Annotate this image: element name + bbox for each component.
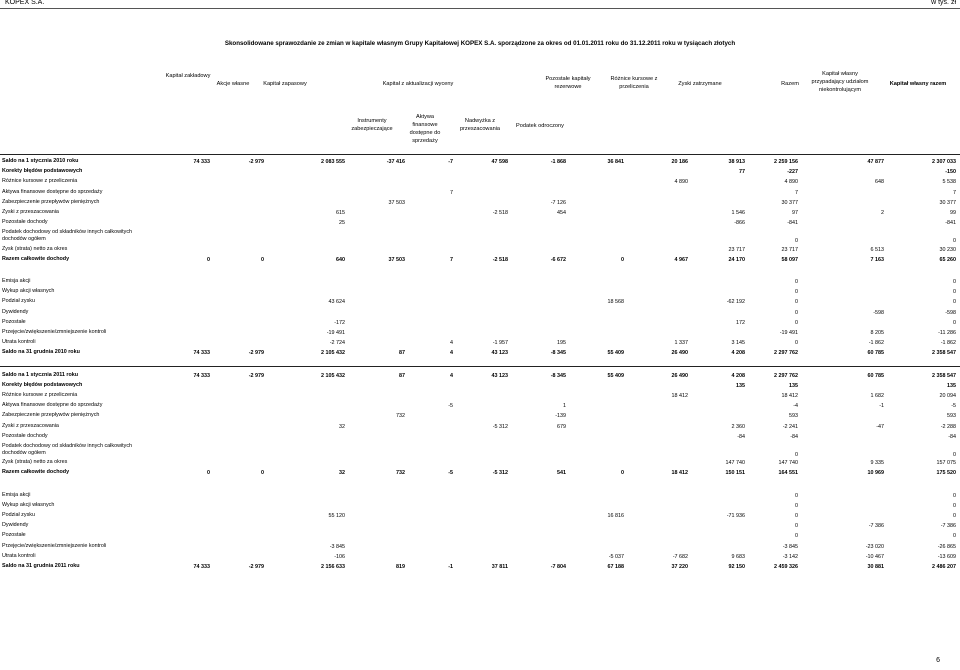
cell-value: 37 503 (388, 199, 405, 206)
cell-value: 0 (795, 319, 798, 326)
cell-value: 7 163 (870, 256, 884, 263)
row-label: Wykup akcji własnych (2, 288, 55, 295)
cell-value: 0 (261, 256, 264, 263)
cell-value: 23 717 (781, 246, 798, 253)
cell-value: 541 (557, 470, 566, 477)
cell-value: -84 (737, 433, 745, 440)
cell-value: 37 220 (671, 564, 688, 570)
cell-value: -71 936 (726, 513, 745, 519)
cell-value: 43 123 (491, 350, 508, 357)
cell-value: -841 (945, 220, 956, 227)
table-row (0, 521, 960, 531)
cell-value: 4 (450, 340, 453, 347)
cell-value: 4 890 (674, 179, 688, 186)
cell-value: -5 (448, 470, 453, 477)
cell-value: -5 312 (492, 470, 508, 477)
cell-value: 74 333 (193, 350, 210, 357)
cell-value: 1 682 (870, 393, 884, 399)
row-label: Korekty błędów podstawowych (2, 381, 83, 388)
row-label: Emisja akcji (2, 278, 31, 284)
cell-value: -11 286 (938, 330, 956, 336)
cell-value: -2 979 (248, 372, 264, 379)
divider (0, 154, 960, 155)
cell-value: 0 (953, 513, 956, 519)
cell-value: 0 (795, 502, 798, 509)
cell-value: 0 (795, 238, 798, 245)
cell-value: -13 609 (937, 553, 956, 560)
row-label: Saldo na 31 grudnia 2010 roku (2, 349, 80, 356)
cell-value: 77 (739, 169, 745, 176)
cell-value: 157 075 (936, 460, 956, 467)
cell-value: 0 (953, 279, 956, 285)
cell-value: -19 491 (326, 330, 345, 336)
cell-value: 0 (953, 319, 956, 326)
cell-value: 0 (621, 470, 624, 477)
cell-value: -2 724 (329, 340, 345, 347)
cell-value: -8 345 (550, 350, 566, 357)
table-row (0, 411, 960, 421)
row-label: Zyski z przeszacowania (2, 209, 59, 215)
cell-value: 38 913 (728, 159, 745, 165)
column-header: Kapitał własny przypadający udziałom niekontrolującym (811, 71, 869, 94)
cell-value: 55 409 (607, 372, 624, 379)
cell-value: -841 (787, 220, 798, 227)
cell-value: 0 (261, 470, 264, 477)
column-header: Kapitał z aktualizacji wyceny (382, 81, 454, 87)
top-bar (0, 0, 960, 9)
divider (0, 366, 960, 367)
cell-value: 1 (563, 403, 566, 410)
cell-value: 0 (953, 299, 956, 306)
cell-value: 67 188 (607, 564, 624, 570)
row-label: Pozostałe (2, 318, 26, 325)
cell-value: -7 126 (550, 199, 566, 206)
cell-value: 16 816 (607, 513, 624, 519)
cell-value: 60 785 (867, 350, 884, 357)
subcolumn-header: Podatek odroczony (516, 123, 564, 129)
row-label: Podział zysku (2, 298, 35, 305)
cell-value: -227 (787, 169, 798, 176)
cell-value: 4 (450, 372, 453, 379)
cell-value: -172 (334, 319, 345, 326)
table-row (0, 255, 960, 265)
cell-value: -5 (951, 403, 956, 410)
cell-value: 175 520 (936, 470, 956, 477)
cell-value: 164 551 (778, 470, 798, 477)
cell-value: 55 120 (328, 513, 345, 519)
column-header: Zyski zatrzymane (678, 81, 722, 87)
cell-value: 454 (557, 210, 566, 216)
cell-value: -2 979 (248, 564, 264, 570)
cell-value: -598 (873, 309, 884, 316)
column-header: Kapitał własny razem (889, 81, 947, 87)
statement-title: Skonsolidowane sprawozdanie ze zmian w kapitale własnym Grupy Kapitałowej KOPEX S.A. sporządzone za okres od 01.01.2011 roku do 31.12.2011 roku w tysiącach złotych (224, 40, 736, 47)
row-label: Podatek dochodowy od składników innych całkowitych dochodów ogółem (2, 229, 133, 243)
cell-value: 2 105 432 (321, 372, 345, 379)
table-row (0, 501, 960, 511)
row-label: Zysk (strata) netto za okres (2, 245, 68, 252)
table-row (0, 338, 960, 348)
cell-value: -150 (945, 169, 956, 176)
cell-value: 30 230 (939, 246, 956, 253)
cell-value: 18 412 (781, 393, 798, 399)
row-label: Przejęcie/zwiększenie/zmniejszenie kontroli (2, 329, 107, 335)
cell-value: 2 297 762 (774, 350, 798, 357)
cell-value: 36 841 (607, 159, 624, 165)
cell-value: -3 142 (782, 553, 798, 560)
column-header: Razem (781, 81, 799, 87)
cell-value: 147 740 (725, 460, 745, 467)
row-label: Utrata kontroli (2, 552, 36, 559)
table-row (0, 277, 960, 287)
table-row (0, 442, 960, 458)
table-row (0, 157, 960, 167)
cell-value: 26 490 (671, 372, 688, 379)
cell-value: 2 307 033 (932, 159, 956, 165)
cell-value: 30 881 (867, 564, 884, 570)
subcolumn-header: Aktywa finansowe dostępne do sprzedaży (409, 114, 441, 145)
cell-value: -1 957 (492, 340, 508, 347)
cell-value: 4 (450, 350, 453, 357)
table-row (0, 297, 960, 307)
company-name: KOPEX S.A. (5, 0, 45, 6)
table-row (0, 348, 960, 358)
cell-value: -4 (793, 403, 798, 410)
cell-value: 2 360 (731, 423, 745, 430)
cell-value: 74 333 (193, 159, 210, 165)
table-row (0, 562, 960, 572)
cell-value: 2 459 326 (774, 564, 798, 570)
cell-value: 679 (557, 423, 566, 430)
cell-value: 7 (450, 189, 453, 196)
cell-value: 20 186 (671, 159, 688, 165)
cell-value: 4 208 (731, 372, 745, 379)
cell-value: 10 969 (867, 470, 884, 477)
table-row (0, 552, 960, 562)
row-label: Pozostałe dochody (2, 219, 48, 226)
table-row (0, 401, 960, 411)
row-label: Zysk (strata) netto za okres (2, 459, 68, 466)
cell-value: 99 (950, 210, 956, 216)
cell-value: 26 490 (671, 350, 688, 357)
cell-value: 0 (795, 533, 798, 540)
cell-value: -3 845 (782, 543, 798, 550)
cell-value: 43 123 (491, 372, 508, 379)
row-label: Emisja akcji (2, 491, 31, 498)
table-row (0, 432, 960, 442)
cell-value: 2 (881, 210, 884, 216)
cell-value: 4 967 (674, 256, 688, 263)
row-label: Razem całkowite dochody (2, 255, 70, 262)
cell-value: 0 (795, 299, 798, 306)
cell-value: 4 890 (784, 179, 798, 186)
cell-value: 8 205 (870, 330, 884, 336)
table-row (0, 491, 960, 501)
cell-value: 732 (396, 470, 405, 477)
cell-value: 0 (795, 513, 798, 519)
table-row (0, 228, 960, 244)
row-label: Dywidendy (2, 522, 29, 529)
cell-value: 615 (336, 210, 345, 216)
cell-value: 1 546 (731, 210, 745, 216)
cell-value: 150 151 (725, 470, 745, 477)
cell-value: -37 416 (386, 159, 405, 165)
table-row (0, 208, 960, 218)
table-row (0, 381, 960, 391)
cell-value: 195 (557, 340, 566, 347)
cell-value: -2 288 (940, 423, 956, 430)
row-label: Saldo na 1 stycznia 2011 roku (2, 371, 79, 378)
cell-value: 37 811 (491, 564, 508, 570)
cell-value: -2 518 (492, 210, 508, 216)
cell-value: 2 297 762 (774, 372, 798, 379)
row-label: Aktywa finansowe dostępne do sprzedaży (2, 188, 103, 195)
row-label: Aktywa finansowe dostępne do sprzedaży (2, 402, 103, 409)
row-label: Korekty błędów podstawowych (2, 168, 83, 175)
table-row (0, 318, 960, 328)
cell-value: 0 (953, 452, 956, 458)
cell-value: -47 (876, 423, 884, 430)
row-label: Saldo na 31 grudnia 2011 roku (2, 563, 80, 569)
cell-value: 135 (736, 382, 745, 389)
cell-value: 172 (736, 319, 745, 326)
cell-value: 819 (396, 564, 405, 570)
cell-value: 7 (953, 189, 956, 196)
table-row (0, 422, 960, 432)
cell-value: 593 (789, 413, 798, 420)
cell-value: -2 979 (248, 350, 264, 357)
cell-value: 0 (953, 533, 956, 540)
column-header: Różnice kursowe z przeliczenia (610, 76, 658, 91)
cell-value: -10 467 (865, 553, 884, 560)
row-label: Zyski z przeszacowania (2, 422, 59, 429)
cell-value: 0 (953, 289, 956, 296)
cell-value: -5 312 (492, 423, 508, 430)
cell-value: -2 979 (248, 159, 264, 165)
cell-value: 7 (450, 256, 453, 263)
cell-value: 4 208 (731, 350, 745, 357)
cell-value: 32 (339, 423, 345, 430)
cell-value: 97 (792, 210, 798, 216)
row-label: Pozostałe (2, 532, 26, 539)
row-label: Dywidendy (2, 308, 29, 315)
cell-value: 2 486 207 (932, 564, 956, 570)
row-label: Przejęcie/zwiększenie/zmniejszenie kontroli (2, 542, 107, 549)
cell-value: 0 (953, 502, 956, 509)
cell-value: 30 377 (939, 199, 956, 206)
cell-value: -1 868 (550, 159, 566, 165)
cell-value: 648 (875, 179, 884, 186)
cell-value: 25 (339, 220, 345, 227)
row-label: Podział zysku (2, 512, 35, 518)
cell-value: 0 (207, 470, 210, 477)
cell-value: 43 624 (328, 299, 345, 306)
cell-value: 2 105 432 (321, 350, 345, 357)
column-header: Pozostałe kapitały rezerwowe (545, 76, 591, 91)
cell-value: 640 (336, 256, 345, 263)
cell-value: -2 241 (782, 423, 798, 430)
table-row (0, 308, 960, 318)
row-label: Pozostałe dochody (2, 432, 48, 439)
row-label: Utrata kontroli (2, 339, 36, 346)
table-row (0, 458, 960, 468)
row-label: Zabezpieczenie przepływów pieniężnych (2, 198, 100, 205)
table-row (0, 468, 960, 478)
cell-value: 7 (795, 189, 798, 196)
cell-value: 18 412 (671, 470, 688, 477)
cell-value: 3 145 (731, 340, 745, 347)
table-row (0, 188, 960, 198)
cell-value: -84 (948, 433, 956, 440)
row-label: Różnice kursowe z przeliczenia (2, 392, 78, 398)
unit-label: w tys. zł (931, 0, 956, 6)
cell-value: 65 260 (939, 256, 956, 263)
cell-value: -3 845 (329, 543, 345, 550)
cell-value: 0 (621, 256, 624, 263)
cell-value: 0 (795, 523, 798, 530)
table-row (0, 177, 960, 187)
row-label: Wykup akcji własnych (2, 501, 55, 508)
cell-value: 58 097 (781, 256, 798, 263)
cell-value: 0 (795, 279, 798, 285)
cell-value: 0 (795, 340, 798, 347)
table-row (0, 371, 960, 381)
cell-value: 2 259 156 (774, 159, 798, 165)
cell-value: 0 (795, 452, 798, 458)
cell-value: -1 862 (868, 340, 884, 347)
cell-value: -7 (448, 159, 453, 165)
cell-value: 1 337 (674, 340, 688, 347)
cell-value: 9 335 (870, 460, 884, 467)
cell-value: 47 598 (491, 159, 508, 165)
cell-value: -139 (555, 413, 566, 420)
cell-value: 24 170 (728, 256, 745, 263)
cell-value: -84 (790, 433, 798, 440)
cell-value: -7 804 (550, 564, 566, 570)
cell-value: 23 717 (728, 246, 745, 253)
cell-value: 60 785 (867, 372, 884, 379)
cell-value: 9 683 (731, 553, 745, 560)
cell-value: -5 037 (608, 553, 624, 560)
cell-value: 135 (789, 382, 798, 389)
cell-value: -7 386 (868, 523, 884, 530)
column-header: Kapitał zapasowy (263, 81, 307, 87)
cell-value: -1 (879, 403, 884, 410)
cell-value: -26 865 (937, 543, 956, 550)
cell-value: 0 (795, 309, 798, 316)
subcolumn-header: Instrumenty zabezpieczające (351, 118, 393, 133)
cell-value: -62 192 (726, 299, 745, 306)
cell-value: -2 518 (492, 256, 508, 263)
cell-value: 2 083 555 (321, 159, 345, 165)
cell-value: 0 (953, 238, 956, 245)
cell-value: -6 672 (550, 256, 566, 263)
cell-value: -23 020 (865, 543, 884, 550)
cell-value: 147 740 (778, 460, 798, 467)
cell-value: -5 (448, 403, 453, 410)
row-label: Zabezpieczenie przepływów pieniężnych (2, 412, 100, 419)
cell-value: -8 345 (550, 372, 566, 379)
row-label: Saldo na 1 stycznia 2010 roku (2, 158, 79, 164)
cell-value: -19 491 (779, 330, 798, 336)
cell-value: 2 358 547 (932, 350, 956, 357)
cell-value: 87 (399, 372, 405, 379)
cell-value: -7 682 (672, 553, 688, 560)
table-row (0, 531, 960, 541)
table-row (0, 542, 960, 552)
row-label: Różnice kursowe z przeliczenia (2, 178, 78, 185)
cell-value: -106 (334, 553, 345, 560)
cell-value: 92 150 (728, 564, 745, 570)
cell-value: 18 412 (671, 393, 688, 399)
cell-value: -866 (734, 220, 745, 227)
column-header: Akcje własne (216, 81, 250, 87)
cell-value: 732 (396, 413, 405, 420)
cell-value: 55 409 (607, 350, 624, 357)
cell-value: 0 (207, 256, 210, 263)
table-row (0, 511, 960, 521)
cell-value: 0 (795, 492, 798, 499)
cell-value: 32 (339, 470, 345, 477)
cell-value: -7 386 (940, 523, 956, 530)
column-header: Kapitał zakładowy (165, 73, 211, 79)
cell-value: 30 377 (781, 199, 798, 206)
cell-value: -1 (448, 564, 453, 570)
cell-value: 74 333 (193, 372, 210, 379)
cell-value: 0 (795, 289, 798, 296)
table-row (0, 245, 960, 255)
table-row (0, 218, 960, 228)
cell-value: 0 (953, 492, 956, 499)
cell-value: 87 (399, 350, 405, 357)
subcolumn-header: Nadwyżka z przeszacowania (459, 118, 501, 133)
table-row (0, 391, 960, 401)
cell-value: 18 568 (607, 299, 624, 306)
cell-value: -598 (945, 309, 956, 316)
cell-value: 37 503 (388, 256, 405, 263)
row-label: Razem całkowite dochody (2, 469, 70, 476)
cell-value: 2 156 633 (321, 564, 345, 570)
table-row (0, 328, 960, 338)
cell-value: 47 877 (867, 159, 884, 165)
cell-value: 2 358 547 (932, 372, 956, 379)
cell-value: 20 094 (939, 393, 956, 399)
page-number: 6 (936, 657, 940, 664)
row-label: Podatek dochodowy od składników innych całkowitych dochodów ogółem (2, 443, 133, 456)
table-row (0, 287, 960, 297)
cell-value: 593 (947, 413, 956, 420)
cell-value: 74 333 (193, 564, 210, 570)
table-row (0, 198, 960, 208)
cell-value: 5 538 (942, 179, 956, 186)
cell-value: 135 (947, 382, 956, 389)
cell-value: -1 862 (940, 340, 956, 347)
cell-value: 6 513 (870, 246, 884, 253)
table-row (0, 167, 960, 177)
